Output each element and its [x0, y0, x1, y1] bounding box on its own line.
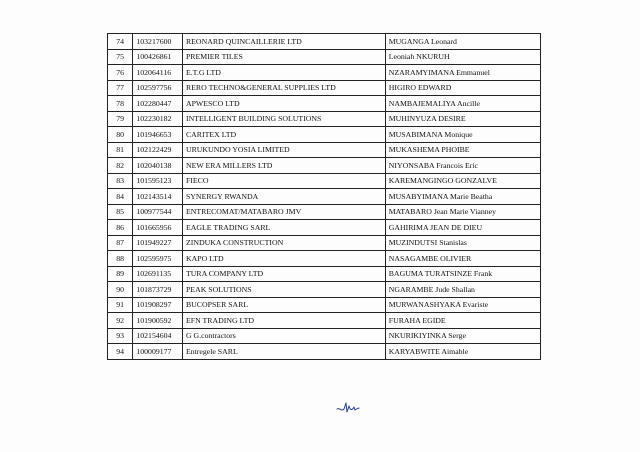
table-row [108, 235, 541, 251]
tin-cell: 102040138 [133, 158, 183, 174]
table-row [108, 49, 541, 65]
company-name-cell: EFN TRADING LTD [182, 313, 385, 329]
table-row [108, 65, 541, 81]
company-name-cell: PEAK SOLUTIONS [182, 282, 385, 298]
row-number-cell: 87 [108, 235, 133, 251]
tin-cell: 102597756 [133, 80, 183, 96]
representative-cell: NGARAMBE Jude Shallan [385, 282, 540, 298]
tin-cell: 100426861 [133, 49, 183, 65]
representative-cell: MUSABIMANA Monique [385, 127, 540, 143]
representative-cell: NASAGAMBE OLIVIER [385, 251, 540, 267]
tin-cell: 101595123 [133, 173, 183, 189]
company-name-cell: URUKUNDO YOSIA LIMITED [182, 142, 385, 158]
row-number-cell: 81 [108, 142, 133, 158]
table-row [108, 189, 541, 205]
representative-cell: BAGUMA TURATSINZE Frank [385, 266, 540, 282]
tin-cell: 102691135 [133, 266, 183, 282]
row-number-cell: 84 [108, 189, 133, 205]
representative-cell: MURWANASHYAKA Evariste [385, 297, 540, 313]
representative-cell: NIYONSABA Francois Eric [385, 158, 540, 174]
row-number-cell: 89 [108, 266, 133, 282]
signature-initials [336, 400, 360, 414]
table-row [108, 111, 541, 127]
representative-cell: NZARAMYIMANA Emmanuel [385, 65, 540, 81]
row-number-cell: 88 [108, 251, 133, 267]
tin-cell: 101665956 [133, 220, 183, 236]
company-name-cell: Entregele SARL [182, 344, 385, 360]
company-name-cell: APWESCO LTD [182, 96, 385, 112]
representative-cell: MUHINYUZA DESIRE [385, 111, 540, 127]
row-number-cell: 79 [108, 111, 133, 127]
representative-cell: KAREMANGINGO GONZALVE [385, 173, 540, 189]
representative-cell: Leoniah NKURUH [385, 49, 540, 65]
tin-cell: 102280447 [133, 96, 183, 112]
row-number-cell: 91 [108, 297, 133, 313]
row-number-cell: 80 [108, 127, 133, 143]
tin-cell: 101908297 [133, 297, 183, 313]
representative-cell: NAMBAJEMALIYA Ancille [385, 96, 540, 112]
company-name-cell: E.T.G LTD [182, 65, 385, 81]
representative-cell: HIGIRO EDWARD [385, 80, 540, 96]
table-row [108, 282, 541, 298]
company-name-cell: G G.contractors [182, 328, 385, 344]
row-number-cell: 90 [108, 282, 133, 298]
table-row [108, 34, 541, 50]
tin-cell: 101946653 [133, 127, 183, 143]
representative-cell: MUGANGA Leonard [385, 34, 540, 50]
company-name-cell: ZINDUKA CONSTRUCTION [182, 235, 385, 251]
row-number-cell: 74 [108, 34, 133, 50]
table-row [108, 251, 541, 267]
row-number-cell: 82 [108, 158, 133, 174]
row-number-cell: 93 [108, 328, 133, 344]
representative-cell: MATABARO Jean Marie Vianney [385, 204, 540, 220]
company-name-cell: KAPO LTD [182, 251, 385, 267]
table-row [108, 96, 541, 112]
representative-cell: GAHIRIMA JEAN DE DIEU [385, 220, 540, 236]
representative-cell: MUSABYIMANA Marie Beatha [385, 189, 540, 205]
tin-cell: 102230182 [133, 111, 183, 127]
representative-cell: MUZINDUTSI Stanislas [385, 235, 540, 251]
row-number-cell: 94 [108, 344, 133, 360]
company-name-cell: CARITEX LTD [182, 127, 385, 143]
row-number-cell: 76 [108, 65, 133, 81]
company-name-cell: TURA COMPANY LTD [182, 266, 385, 282]
company-name-cell: REONARD QUINCAILLERIE LTD [182, 34, 385, 50]
tin-cell: 103217600 [133, 34, 183, 50]
tin-cell: 102154604 [133, 328, 183, 344]
company-name-cell: EAGLE TRADING SARL [182, 220, 385, 236]
tin-cell: 101949227 [133, 235, 183, 251]
company-name-cell: BUCOPSER SARL [182, 297, 385, 313]
row-number-cell: 92 [108, 313, 133, 329]
table-row [108, 297, 541, 313]
tin-cell: 101900592 [133, 313, 183, 329]
company-name-cell: ENTRECOMAT/MATABARO JMV [182, 204, 385, 220]
company-name-cell: RERO TECHNO&GENERAL SUPPLIES LTD [182, 80, 385, 96]
table-row [108, 142, 541, 158]
row-number-cell: 86 [108, 220, 133, 236]
row-number-cell: 85 [108, 204, 133, 220]
representative-cell: KARYABWITE Aimable [385, 344, 540, 360]
table-row [108, 220, 541, 236]
representative-cell: MUKASHEMA PHOIBE [385, 142, 540, 158]
table-row [108, 173, 541, 189]
table-row [108, 127, 541, 143]
tin-cell: 101873729 [133, 282, 183, 298]
tin-cell: 100009177 [133, 344, 183, 360]
tin-cell: 102122429 [133, 142, 183, 158]
table-row [108, 313, 541, 329]
table-row [108, 266, 541, 282]
company-name-cell: INTELLIGENT BUILDING SOLUTIONS [182, 111, 385, 127]
representative-cell: FURAHA EGIDE [385, 313, 540, 329]
table-row [108, 158, 541, 174]
tin-cell: 100977544 [133, 204, 183, 220]
row-number-cell: 83 [108, 173, 133, 189]
row-number-cell: 77 [108, 80, 133, 96]
row-number-cell: 75 [108, 49, 133, 65]
company-name-cell: FIECO [182, 173, 385, 189]
row-number-cell: 78 [108, 96, 133, 112]
table-row [108, 328, 541, 344]
table-row [108, 80, 541, 96]
company-name-cell: NEW ERA MILLERS LTD [182, 158, 385, 174]
company-registry-table [107, 33, 541, 360]
registry-table-body [108, 34, 541, 360]
company-name-cell: PREMIER TILES [182, 49, 385, 65]
representative-cell: NKURIKIYINKA Serge [385, 328, 540, 344]
tin-cell: 102595975 [133, 251, 183, 267]
table-row [108, 204, 541, 220]
tin-cell: 102064116 [133, 65, 183, 81]
table-row [108, 344, 541, 360]
company-name-cell: SYNERGY RWANDA [182, 189, 385, 205]
tin-cell: 102143514 [133, 189, 183, 205]
